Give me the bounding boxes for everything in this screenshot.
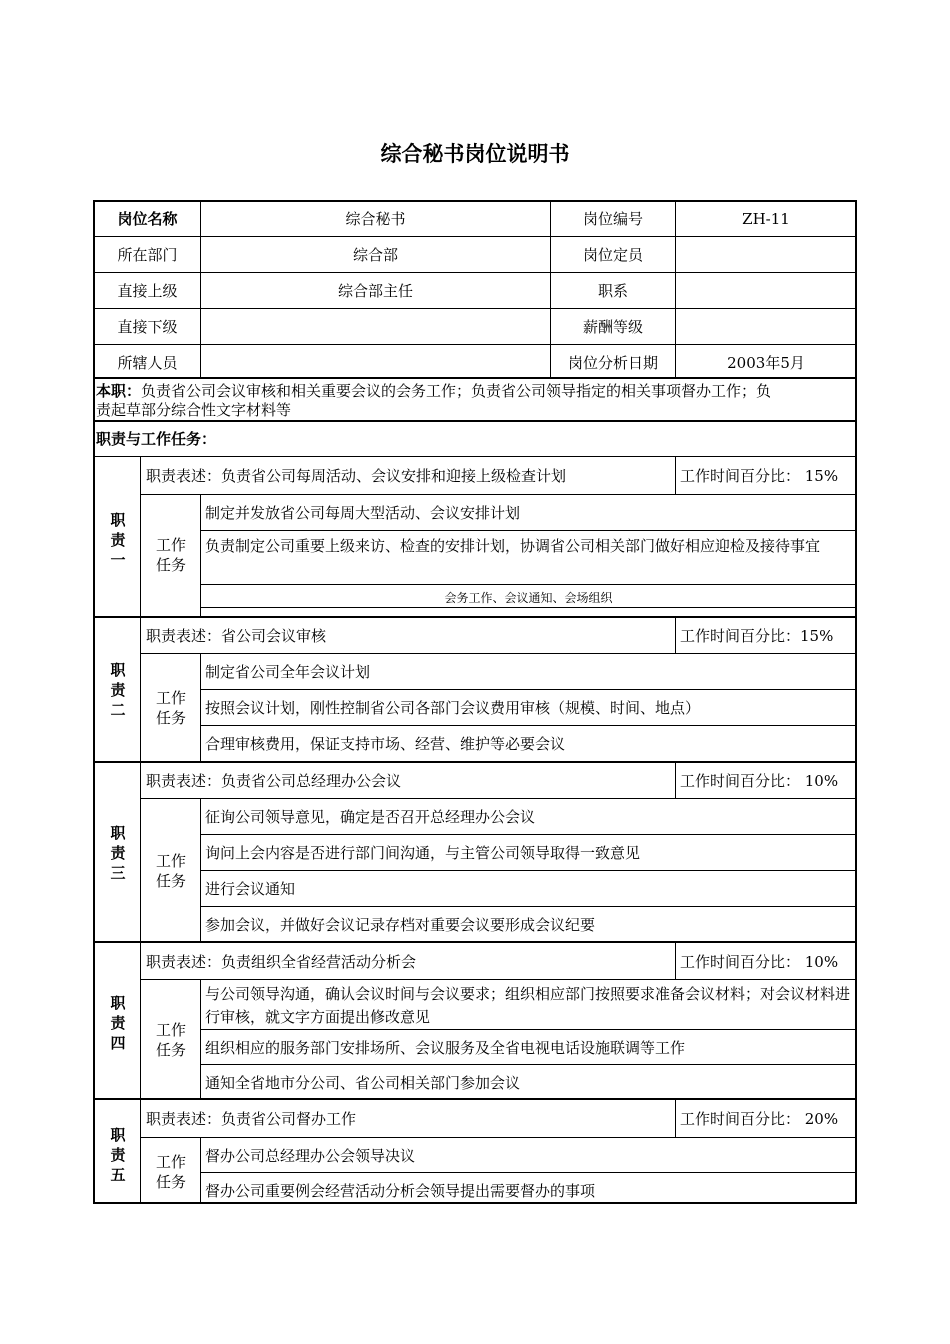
duty-2-description: 职责表述：省公司会议审核 [146, 627, 327, 645]
headcount-label: 岗位定员 [582, 246, 643, 264]
duty-1-task-1: 制定并发放省公司每周大型活动、会议安排计划 [205, 504, 521, 522]
supervisor-value: 综合部主任 [337, 282, 413, 300]
duty-5-percent: 工作时间百分比： 20% [680, 1110, 839, 1128]
duty-3-percent: 工作时间百分比： 10% [680, 772, 839, 790]
duty-3-label: 职 责 三 [110, 824, 126, 882]
staff-label: 所辖人员 [117, 354, 178, 372]
duty-3-task-label: 工作 任务 [155, 852, 186, 890]
duty-5-task-label: 工作 任务 [155, 1153, 186, 1191]
duty-1-label: 职 责 一 [110, 511, 126, 569]
job-family-label: 职系 [597, 282, 628, 300]
job-name-value: 综合秘书 [345, 210, 406, 228]
job-name-label: 岗位名称 [117, 210, 178, 228]
duty-4-task-label: 工作 任务 [155, 1021, 186, 1059]
duty-3-task-3: 进行会议通知 [205, 880, 296, 898]
duty-1-task-2: 负责制定公司重要上级来访、检查的安排计划，协调省公司相关部门做好相应迎检及接待事宜 [205, 537, 821, 555]
duty-5-description: 职责表述：负责省公司督办工作 [146, 1110, 357, 1128]
duty-2-task-3: 合理审核费用，保证支持市场、经营、维护等必要会议 [205, 735, 566, 753]
duty-1-task-label: 工作 任务 [155, 536, 186, 574]
pay-grade-label: 薪酬等级 [582, 318, 643, 336]
duty-2-task-2: 按照会议计划，刚性控制省公司各部门会议费用审核（规模、时间、地点） [205, 699, 701, 717]
core-duty-text-1: 负责省公司会议审核和相关重要会议的会务工作；负责省公司领导指定的相关事项督办工作；负 [141, 382, 772, 400]
duty-5-task-1: 督办公司总经理办公会领导决议 [205, 1147, 416, 1165]
duty-3-task-2: 询问上会内容是否进行部门间沟通，与主管公司领导取得一致意见 [205, 844, 641, 862]
duty-1-description: 职责表述：负责省公司每周活动、会议安排和迎接上级检查计划 [146, 467, 567, 485]
duty-1-task-3: 会务工作、会议通知、会场组织 [444, 591, 613, 605]
duty-5-task-2: 督办公司重要例会经营活动分析会领导提出需要督办的事项 [205, 1182, 596, 1200]
duty-4-description: 职责表述：负责组织全省经营活动分析会 [146, 953, 417, 971]
department-value: 综合部 [352, 246, 398, 264]
duty-3-description: 职责表述：负责省公司总经理办公会议 [146, 772, 402, 790]
duty-4-label: 职 责 四 [110, 994, 126, 1052]
duty-4-task-3: 通知全省地市分公司、省公司相关部门参加会议 [205, 1074, 521, 1092]
duty-5-label: 职 责 五 [110, 1126, 126, 1184]
duty-4-task-1: 与公司领导沟通，确认会议时间与会议要求；组织相应部门按照要求准备会议材料；对会议材料进行审核，就文字方面提出修改意见 [205, 985, 851, 1026]
core-duty-line2: 责起草部分综合性文字材料等 [96, 401, 292, 419]
supervisor-label: 直接上级 [117, 282, 178, 300]
subordinate-label: 直接下级 [117, 318, 178, 336]
duty-3-task-1: 征询公司领导意见，确定是否召开总经理办公会议 [205, 808, 536, 826]
duty-1-percent: 工作时间百分比： 15% [680, 467, 839, 485]
duty-2-task-1: 制定省公司全年会议计划 [205, 663, 371, 681]
page-title: 综合秘书岗位说明书 [380, 142, 570, 166]
duty-2-percent: 工作时间百分比：15% [680, 627, 834, 645]
core-duty-label: 本职： [96, 382, 142, 400]
job-code-label: 岗位编号 [582, 210, 643, 228]
job-code-value: ZH-11 [742, 210, 790, 228]
section-title: 职责与工作任务： [96, 430, 217, 448]
duty-2-task-label: 工作 任务 [155, 689, 186, 727]
analysis-date-label: 岗位分析日期 [567, 354, 658, 372]
duty-2-label: 职 责 二 [110, 661, 126, 719]
core-duty-line1 [96, 381, 771, 401]
department-label: 所在部门 [117, 246, 178, 264]
duty-4-percent: 工作时间百分比： 10% [680, 953, 839, 971]
analysis-date-value: 2003年5月 [727, 354, 805, 372]
duty-4-task-2: 组织相应的服务部门安排场所、会议服务及全省电视电话设施联调等工作 [205, 1039, 686, 1057]
duty-3-task-4: 参加会议，并做好会议记录存档对重要会议要形成会议纪要 [205, 916, 596, 934]
